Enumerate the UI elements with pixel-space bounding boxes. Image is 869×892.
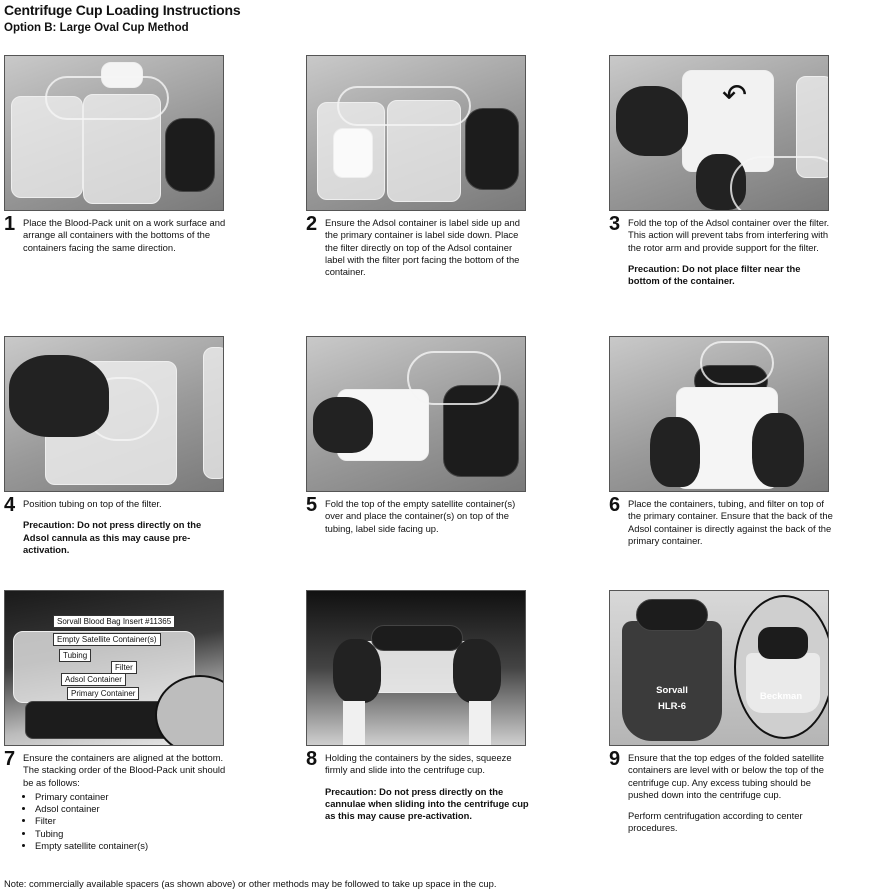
- stacking-order-list: [23, 791, 229, 852]
- step-2-photo: [306, 55, 526, 211]
- step-6-text: Place the containers, tubing, and filter on top of the primary container. Ensure that the back of the Adsol container is directly against the back of the primary container.: [628, 498, 833, 546]
- step-8-photo: [306, 590, 526, 746]
- label-hlr6: HLR-6: [658, 701, 686, 712]
- page-title: Centrifuge Cup Loading Instructions: [4, 2, 241, 18]
- footer-note: Note: commercially available spacers (as shown above) or other methods may be followed to take up space in the cup.: [4, 878, 497, 889]
- step-3-precaution: Precaution: Do not place filter near the bottom of the container.: [628, 262, 801, 287]
- step-6-number: 6: [609, 494, 621, 516]
- step-9: [609, 590, 834, 835]
- step-9-extra: Perform centrifugation according to center procedures.: [628, 810, 803, 834]
- step-8-text: Holding the containers by the sides, squeeze firmly and slide into the centrifuge cup.: [325, 752, 512, 776]
- step-1-text: Place the Blood-Pack unit on a work surface and arrange all containers with the bottoms of the containers facing the same direction.: [23, 217, 226, 253]
- step-9-text: Ensure that the top edges of the folded satellite containers are level with or below the top of the centrifuge cup. Any excess tubing should be pushed down into the centrifuge cup.: [628, 752, 824, 800]
- step-5: [306, 336, 531, 535]
- step-5-text: Fold the top of the empty satellite container(s) over and place the container(s) on top of the tubing, label side facing up.: [325, 498, 516, 534]
- step-8: [306, 590, 531, 822]
- step-1-photo: [4, 55, 224, 211]
- list-item: • Adsol container: [35, 803, 229, 815]
- step-6: [609, 336, 834, 547]
- step-7-text: Ensure the containers are aligned at the bottom. The stacking order of the Blood-Pack unit should be as follows:: [23, 752, 226, 788]
- label-tubing: Tubing: [59, 649, 91, 662]
- sorvall-cup: [622, 621, 722, 741]
- label-empty-satellite: Empty Satellite Container(s): [53, 633, 161, 646]
- step-2-number: 2: [306, 213, 318, 235]
- step-4-text: Position tubing on top of the filter.: [23, 498, 162, 509]
- list-item: • Tubing: [35, 828, 229, 840]
- step-1-number: 1: [4, 213, 16, 235]
- step-7-number: 7: [4, 748, 16, 770]
- step-7: [4, 590, 229, 852]
- step-3-number: 3: [609, 213, 621, 235]
- label-filter: Filter: [111, 661, 137, 674]
- list-item: • Empty satellite container(s): [35, 840, 229, 852]
- step-4-number: 4: [4, 494, 16, 516]
- page-subtitle: Option B: Large Oval Cup Method: [4, 22, 189, 34]
- step-2: [306, 55, 531, 278]
- step-7-photo: [4, 590, 224, 746]
- step-2-text: Ensure the Adsol container is label side up and the primary container is label side down. Place the filter directly on top of the Adsol container label with the filter port facing the bottom of the container.: [325, 217, 520, 278]
- step-8-number: 8: [306, 748, 318, 770]
- label-adsol-container: Adsol Container: [61, 673, 126, 686]
- label-sorvall-insert: Sorvall Blood Bag Insert #11365: [53, 615, 175, 628]
- step-3-text: Fold the top of the Adsol container over the filter. This action will prevent tabs from interfering with the rotor arm and provide support for the filter.: [628, 217, 830, 253]
- step-9-number: 9: [609, 748, 621, 770]
- list-item: • Primary container: [35, 791, 229, 803]
- step-5-photo: [306, 336, 526, 492]
- step-5-number: 5: [306, 494, 318, 516]
- step-3-photo: [609, 55, 829, 211]
- step-3: [609, 55, 834, 287]
- label-beckman: Beckman: [759, 691, 803, 702]
- step-8-precaution: Precaution: Do not press directly on the cannulae when sliding into the centrifuge cup as this may cause pre-activation.: [325, 785, 529, 822]
- fold-arrow-icon: ↶: [722, 79, 748, 112]
- list-item: • Filter: [35, 815, 229, 827]
- label-primary-container: Primary Container: [67, 687, 139, 700]
- step-1: [4, 55, 229, 254]
- step-9-photo: [609, 590, 829, 746]
- label-sorvall: Sorvall: [656, 685, 688, 696]
- step-4: [4, 336, 229, 556]
- step-4-precaution: Precaution: Do not press directly on the Adsol cannula as this may cause pre-activation.: [23, 519, 202, 555]
- step-4-photo: [4, 336, 224, 492]
- step-6-photo: [609, 336, 829, 492]
